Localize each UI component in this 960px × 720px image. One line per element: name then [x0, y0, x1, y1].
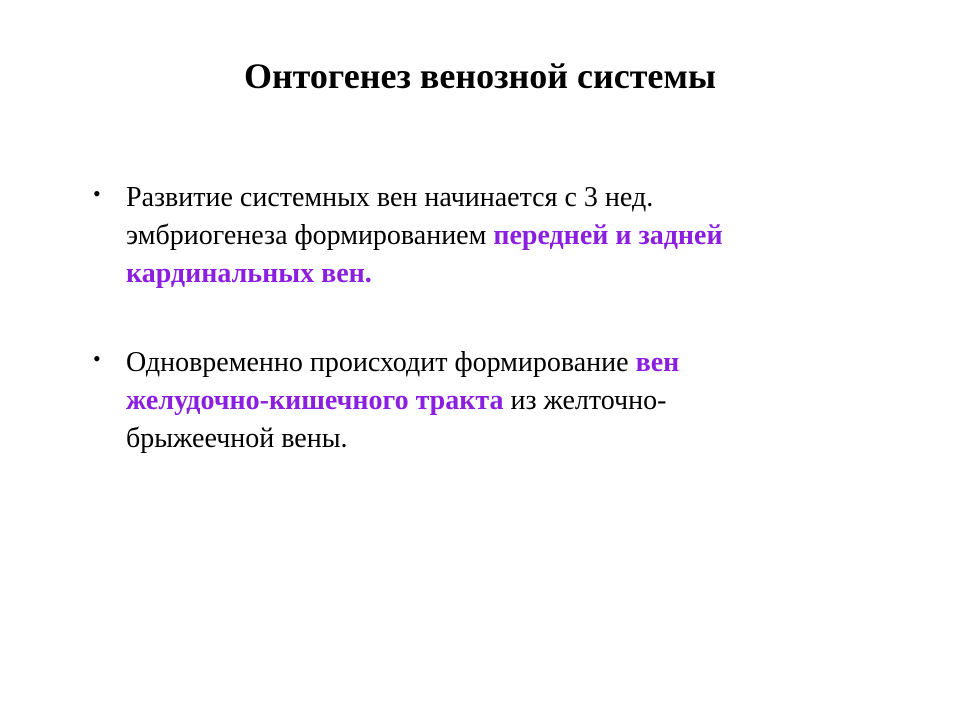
highlighted-term: желудочно-кишечного тракта [126, 385, 504, 416]
bullet-text-line [126, 344, 846, 382]
text-run: Развитие системных вен начинается с 3 нед. [126, 182, 654, 213]
text-run: эмбриогенеза формированием [126, 220, 494, 251]
bullet-text-line [126, 217, 846, 255]
highlighted-term: вен [635, 347, 680, 378]
text-run: брыжеечной вены. [126, 423, 348, 454]
bullet-dot-icon: • [93, 181, 101, 206]
bullet-item [93, 179, 846, 293]
bullet-text-line [126, 179, 846, 217]
bullet-item [93, 344, 846, 458]
bullet-text-line [126, 420, 846, 458]
text-run: Одновременно происходит формирование [126, 347, 636, 378]
highlighted-term: передней и задней [493, 220, 723, 251]
bullet-dot-icon: • [93, 346, 101, 371]
text-run: из желточно- [503, 385, 667, 416]
slide-title: Онтогенез венозной системы [243, 56, 717, 96]
bullet-text-line [126, 382, 846, 420]
bullet-text-line [126, 255, 846, 293]
highlighted-term: кардинальных вен. [126, 258, 372, 289]
